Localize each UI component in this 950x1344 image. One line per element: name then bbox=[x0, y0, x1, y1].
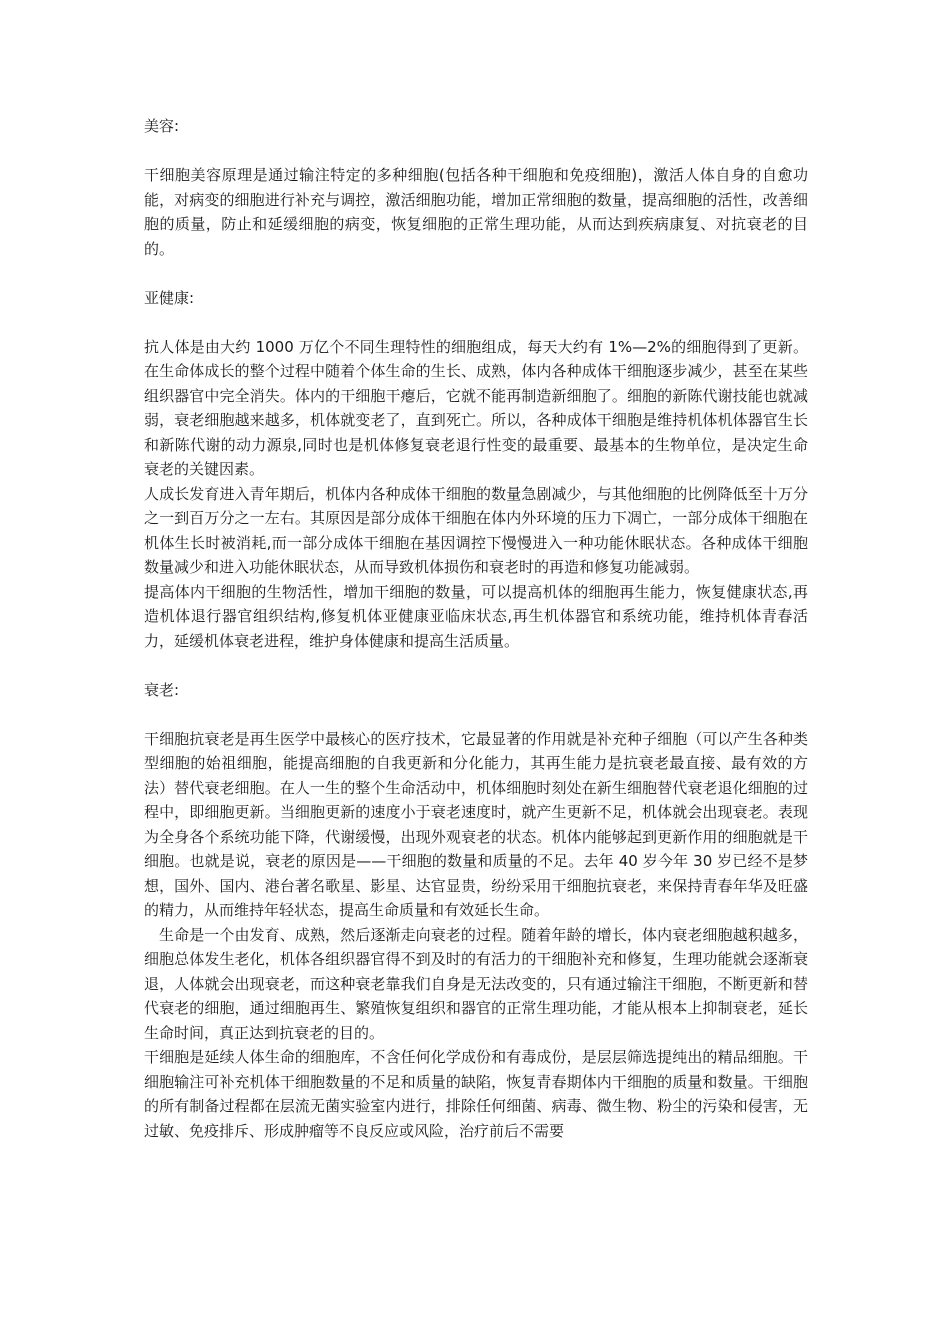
section-heading-aging: 衰老: bbox=[144, 680, 180, 699]
paragraph-subhealth-2: 人成长发育进入青年期后，机体内各种成体干细胞的数量急剧减少，与其他细胞的比例降低至十万分之一到百万分之一左右。其原因是部分成体干细胞在体内外环境的压力下凋亡，一部分成体干细胞在机体生长时被消耗,而一部分成体干细胞在基因调控下慢慢进入一种功能休眠状态。各种成体干细胞数量减少和进入功能休眠状态，从而导致机体损伤和衰老时的再造和修复功能减弱。 bbox=[144, 484, 808, 576]
paragraph-subhealth-1: 抗人体是由大约 1000 万亿个不同生理特性的细胞组成，每天大约有 1%—2%的细胞得到了更新。在生命体成长的整个过程中随着个体生命的生长、成熟，体内各种成体干细胞逐步减少，甚至在某些组织器官中完全消失。体内的干细胞干瘪后，它就不能再制造新细胞了。细胞的新陈代谢技能也就减弱，衰老细胞越来越多，机体就变老了，直到死亡。所以，各种成体干细胞是维持机体机体器官生长和新陈代谢的动力源泉,同时也是机体修复衰老退行性变的最重要、最基本的生物单位，是决定生命衰老的关键因素。 bbox=[144, 337, 808, 478]
paragraph-aging-3: 干细胞是延续人体生命的细胞库，不含任何化学成份和有毒成份，是层层筛选提纯出的精品细胞。干细胞输注可补充机体干细胞数量的不足和质量的缺陷，恢复青春期体内干细胞的质量和数量。干细胞的所有制备过程都在层流无菌实验室内进行，排除任何细菌、病毒、微生物、粉尘的污染和侵害，无过敏、免疫排斥、形成肿瘤等不良反应或风险，治疗前后不需要 bbox=[144, 1048, 808, 1140]
spacer bbox=[144, 310, 808, 335]
document-page bbox=[144, 114, 808, 1143]
paragraph-aging-1: 干细胞抗衰老是再生医学中最核心的医疗技术，它最显著的作用就是补充种子细胞（可以产生各种类型细胞的始祖细胞，能提高细胞的自我更新和分化能力，其再生能力是抗衰老最直接、最有效的方法）替代衰老细胞。在人一生的整个生命活动中，机体细胞时刻处在新生细胞替代衰老退化细胞的过程中，即细胞更新。当细胞更新的速度小于衰老速度时，就产生更新不足，机体就会出现衰老。表现为全身各个系统功能下降，代谢缓慢，出现外观衰老的状态。机体内能够起到更新作用的细胞就是干细胞。也就是说，衰老的原因是——干细胞的数量和质量的不足。去年 40 岁今年 30 岁已经不是梦想，国外、国内、港台著名歌星、影星、达官显贵，纷纷采用干细胞抗衰老，来保持青春年华及旺盛的精力，从而维持年轻状态，提高生命质量和有效延长生命。 bbox=[144, 729, 808, 919]
paragraph-beauty-1: 干细胞美容原理是通过输注特定的多种细胞(包括各种干细胞和免疫细胞)，激活人体自身的自愈功能，对病变的细胞进行补充与调控，激活细胞功能，增加正常细胞的数量，提高细胞的活性，改善细胞的质量，防止和延缓细胞的病变，恢复细胞的正常生理功能，从而达到疾病康复、对抗衰老的目的。 bbox=[144, 166, 808, 258]
spacer bbox=[144, 139, 808, 164]
paragraph-aging-2: 生命是一个由发育、成熟，然后逐渐走向衰老的过程。随着年龄的增长，体内衰老细胞越积越多，细胞总体发生老化，机体各组织器官得不到及时的有活力的干细胞补充和修复，生理功能就会逐渐衰退，人体就会出现衰老，而这种衰老靠我们自身是无法改变的，只有通过输注干细胞，不断更新和替代衰老的细胞，通过细胞再生、繁殖恢复组织和器官的正常生理功能，才能从根本上抑制衰老，延长生命时间，真正达到抗衰老的目的。 bbox=[144, 925, 808, 1042]
spacer bbox=[144, 261, 808, 286]
section-heading-subhealth: 亚健康: bbox=[144, 288, 195, 307]
spacer bbox=[144, 702, 808, 727]
section-heading-beauty: 美容: bbox=[144, 117, 180, 135]
paragraph-subhealth-3: 提高体内干细胞的生物活性，增加干细胞的数量，可以提高机体的细胞再生能力，恢复健康状态,再造机体退行器官组织结构,修复机体亚健康亚临床状态,再生机体器官和系统功能，维持机体青春活力，延缓机体衰老进程，维护身体健康和提高生活质量。 bbox=[144, 582, 808, 650]
spacer bbox=[144, 653, 808, 678]
